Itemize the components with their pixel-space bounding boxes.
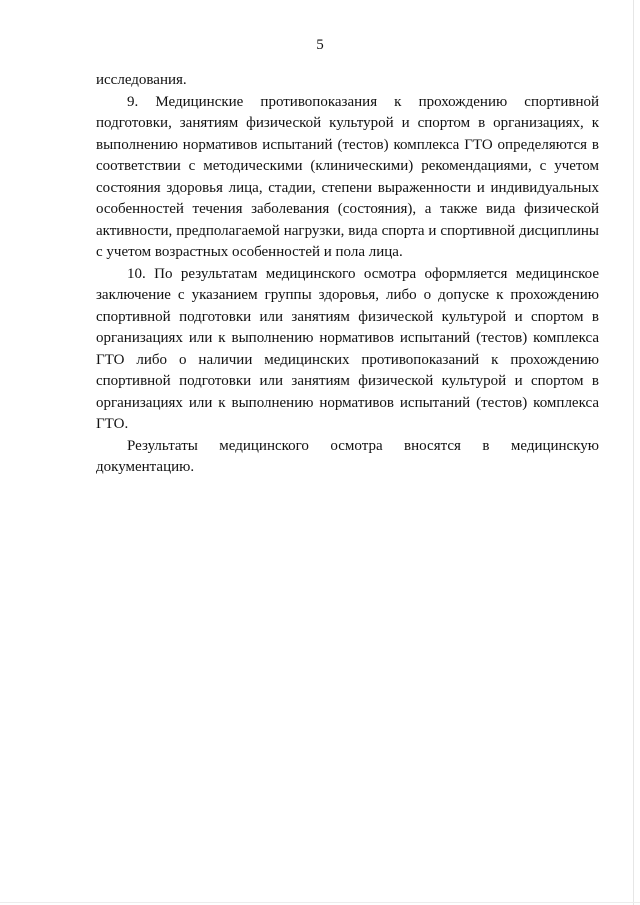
scan-bottom-line [0, 902, 640, 903]
paragraph-10: 10. По результатам медицинского осмотра оформляется медицинское заключение с указанием группы здоровья, либо о допуске к прохождению спортивной подготовки или занятиям физической культурой и спортом в организациях или к выполнению нормативов испытаний (тестов) комплекса ГТО либо о наличии медицинских противопоказаний к прохождению спортивной подготовки или занятиям физической культурой и спортом в организациях или к выполнению нормативов испытаний (тестов) комплекса ГТО. [96, 265, 599, 432]
scan-edge-line [633, 0, 634, 905]
page-number: 5 [316, 37, 324, 53]
document-body [96, 70, 599, 479]
paragraph-results: Результаты медицинского осмотра вносятся в медицинскую документацию. [96, 437, 599, 475]
paragraph-9: 9. Медицинские противопоказания к прохождению спортивной подготовки, занятиям физической культурой и спортом в организациях, к выполнению нормативов испытаний (тестов) комплекса ГТО определяются в соответствии с методическими (клиническими) рекомендациями, с учетом состояния здоровья лица, стадии, степени выраженности и индивидуальных особенностей течения заболевания (состояния), а также вида физической активности, предполагаемой нагрузки, вида спорта и спортивной дисциплины с учетом возрастных особенностей и пола лица. [96, 93, 599, 260]
paragraph-continuation: исследования. [96, 72, 187, 88]
